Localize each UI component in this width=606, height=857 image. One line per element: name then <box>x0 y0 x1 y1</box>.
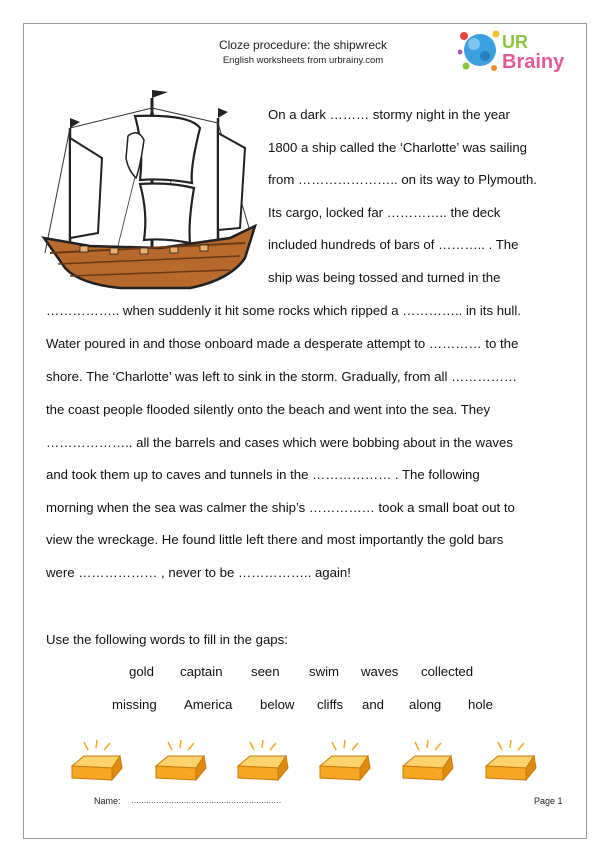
word-bank-item: missing <box>112 697 157 712</box>
logo-text-ur: UR <box>502 32 528 52</box>
globe-icon <box>464 34 496 66</box>
word-bank-item: and <box>362 697 385 712</box>
story-line: the coast people flooded silently onto the beach and went into the sea. They <box>46 402 491 417</box>
story-line: were ……………… , never to be …………….. again! <box>46 565 351 580</box>
word-bank-item: swim <box>309 664 340 679</box>
gold-bar-icon <box>66 740 128 784</box>
story-line: morning when the sea was calmer the ship’s …………… took a small boat out to <box>46 500 515 515</box>
name-label: Name: <box>94 796 121 806</box>
story-line: 1800 a ship called the ‘Charlotte’ was sailing <box>268 140 528 155</box>
story-line: Water poured in and those onboard made a desperate attempt to ………… to the <box>46 336 519 351</box>
story-line: ship was being tossed and turned in the <box>268 270 501 285</box>
gold-bar-icon <box>232 740 294 784</box>
story-line: ……………….. all the barrels and cases which were bobbing about in the waves <box>46 435 513 450</box>
name-line[interactable]: …………………………………………………… <box>131 796 281 805</box>
ship-illustration <box>40 88 260 300</box>
word-bank-instruction: Use the following words to fill in the gaps: <box>46 632 288 647</box>
story-line: Its cargo, locked far ………….. the deck <box>268 205 501 220</box>
logo-text-brainy: Brainy <box>502 51 565 73</box>
gold-bar-icon <box>397 740 459 784</box>
word-bank-item: along <box>409 697 442 712</box>
word-bank-item: seen <box>251 664 280 679</box>
story-line: and took them up to caves and tunnels in the ……………… . The following <box>46 467 480 482</box>
story-line: On a dark ……… stormy night in the year <box>268 107 510 122</box>
story-line: view the wreckage. He found little left there and most importantly the gold bars <box>46 532 504 547</box>
page-subtitle: English worksheets from urbrainy.com <box>222 55 384 66</box>
page-title: Cloze procedure: the shipwreck <box>218 38 388 52</box>
word-bank-item: below <box>260 697 295 712</box>
word-bank-item: captain <box>180 664 223 679</box>
word-bank-item: gold <box>129 664 154 679</box>
word-bank-item: hole <box>468 697 493 712</box>
story-line: included hundreds of bars of ……….. . The <box>268 237 519 252</box>
gold-bar-icon <box>150 740 212 784</box>
gold-bar-icon <box>314 740 376 784</box>
story-line: from ………………….. on its way to Plymouth. <box>268 172 537 187</box>
page-number: Page 1 <box>534 796 563 806</box>
story-line: …………….. when suddenly it hit some rocks which ripped a ………….. in its hull. <box>46 303 521 318</box>
word-bank-item: waves <box>361 664 399 679</box>
word-bank-item: collected <box>421 664 474 679</box>
word-bank-item: America <box>184 697 233 712</box>
word-bank-item: cliffs <box>317 697 344 712</box>
gold-bar-icon <box>480 740 542 784</box>
story-line: shore. The ‘Charlotte’ was left to sink in the storm. Gradually, from all …………… <box>46 369 518 384</box>
urbrainy-logo <box>458 26 578 78</box>
